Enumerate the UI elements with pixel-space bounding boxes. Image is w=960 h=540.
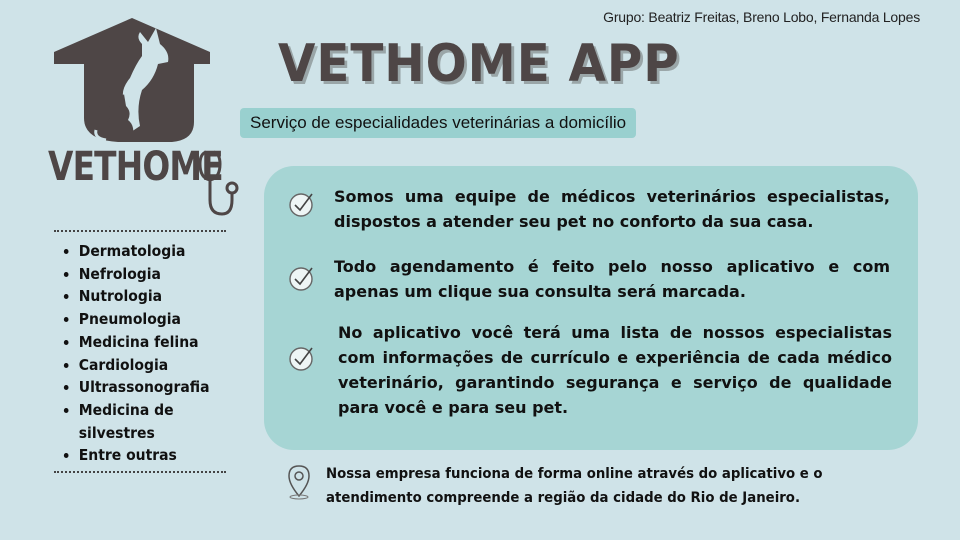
list-item: • Dermatologia [79,240,210,263]
footer-note: Nossa empresa funciona de forma online através do aplicativo e o atendimento compreende a região da cidade do Rio de Janeiro. [326,466,823,506]
stethoscope-icon [196,148,244,220]
divider-top [54,230,226,232]
specialties-list [62,240,210,467]
point-text: Somos uma equipe de médicos veterinários especialistas, dispostos a atender seu pet no conforto da sua casa. [334,187,890,231]
list-item: • Entre outras [79,444,210,467]
location-pin-icon [286,464,312,500]
check-circle-icon [288,344,316,372]
list-item: • Ultrassonografia [79,376,210,399]
list-item: • Nefrologia [79,263,210,286]
list-item: • Cardiologia [79,354,210,377]
logo-wordmark: VETHOME [48,144,223,190]
list-item: • Nutrologia [79,285,210,308]
list-item: • Medicina felina [79,331,210,354]
subtitle-banner: Serviço de especialidades veterinárias a domicílio [240,108,636,138]
divider-bottom [54,471,226,473]
list-item: • Pneumologia [79,308,210,331]
check-circle-icon [288,264,316,292]
check-circle-icon [288,190,316,218]
list-item: • Medicina de silvestres [79,399,191,444]
point-text: Todo agendamento é feito pelo nosso aplicativo e com apenas um clique sua consulta será marcada. [334,257,890,301]
point-text: No aplicativo você terá uma lista de nossos especialistas com informações de currículo e experiência de cada médico veterinário, garantindo segurança e serviço de qualidade para você e para seu pet. [338,323,892,417]
page-title: VETHOME APP [278,34,680,94]
group-credits: Grupo: Beatriz Freitas, Breno Lobo, Fernanda Lopes [603,9,920,25]
